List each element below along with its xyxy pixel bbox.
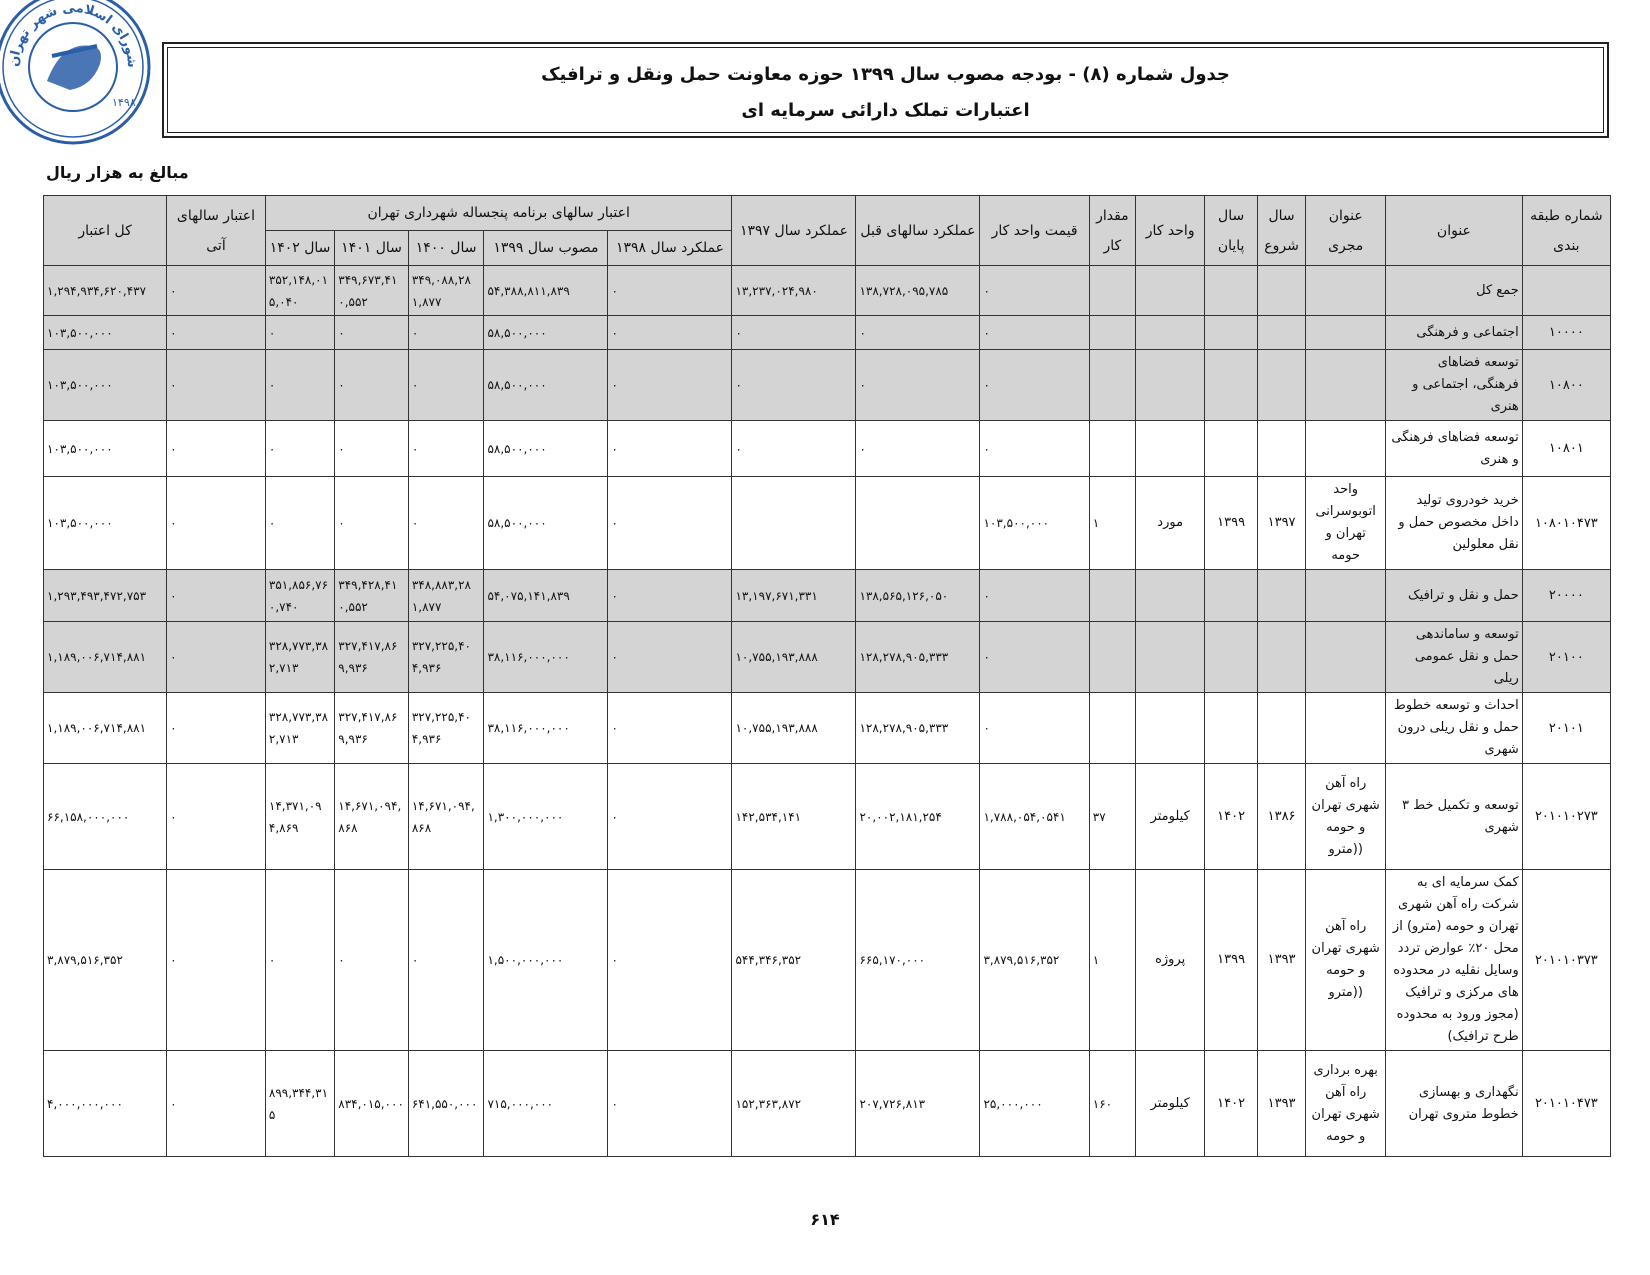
col-year-1400: سال ۱۴۰۰ xyxy=(408,231,484,266)
cell-year-1400: ۰ xyxy=(408,350,484,421)
cell-year-1402: ۳۵۲,۱۴۸,۰۱۵,۰۴۰ xyxy=(265,266,334,316)
cell-year-1401: ۳۴۹,۴۲۸,۴۱۰,۵۵۲ xyxy=(335,570,409,622)
cell-year-1400: ۰ xyxy=(408,421,484,477)
cell-executor xyxy=(1306,316,1386,350)
cell-year-1401: ۳۴۹,۶۷۳,۴۱۰,۵۵۲ xyxy=(335,266,409,316)
cell-quantity: ۳۷ xyxy=(1089,764,1135,870)
cell-start-year xyxy=(1257,266,1305,316)
cell-start-year xyxy=(1257,693,1305,764)
cell-unit xyxy=(1136,266,1205,316)
cell-unit-price: ۰ xyxy=(980,693,1089,764)
cell-executor xyxy=(1306,266,1386,316)
cell-year-1400: ۰ xyxy=(408,316,484,350)
cell-approved-1399: ۵۴,۳۸۸,۸۱۱,۸۳۹ xyxy=(484,266,608,316)
col-quantity: مقدار کار xyxy=(1089,196,1135,266)
cell-unit-price: ۰ xyxy=(980,266,1089,316)
cell-future: ۰ xyxy=(167,622,266,693)
cell-start-year: ۱۳۸۶ xyxy=(1257,764,1305,870)
table-row xyxy=(44,622,1611,693)
cell-start-year xyxy=(1257,622,1305,693)
col-unit: واحد کار xyxy=(1136,196,1205,266)
cell-year-1401: ۰ xyxy=(335,350,409,421)
cell-executor xyxy=(1306,421,1386,477)
col-start-year: سال شروع xyxy=(1257,196,1305,266)
cell-prior-performance: ۱۳۸,۵۶۵,۱۲۶,۰۵۰ xyxy=(856,570,980,622)
cell-year-1400: ۰ xyxy=(408,477,484,570)
cell-approved-1399: ۳۸,۱۱۶,۰۰۰,۰۰۰ xyxy=(484,693,608,764)
cell-performance-1398: ۰ xyxy=(608,316,732,350)
cell-title: توسعه و تکمیل خط ۳ شهری xyxy=(1386,764,1523,870)
col-year-1401: سال ۱۴۰۱ xyxy=(335,231,409,266)
cell-year-1402: ۳۲۸,۷۷۳,۳۸۲,۷۱۳ xyxy=(265,693,334,764)
cell-code: ۱۰۸۰۰ xyxy=(1522,350,1610,421)
cell-title: توسعه فضاهای فرهنگی، اجتماعی و هنری xyxy=(1386,350,1523,421)
table-subtitle: اعتبارات تملک دارائی سرمایه ای xyxy=(741,100,1030,121)
cell-title: کمک سرمایه ای به شرکت راه آهن شهری تهران و حومه (مترو) از محل ۲۰٪ عوارض تردد وسایل نقلیه در محدوده های مرکزی و ترافیک (مجوز ورود به محدوده طرح ترافیک) xyxy=(1386,870,1523,1051)
col-performance-1398: عملکرد سال ۱۳۹۸ xyxy=(608,231,732,266)
col-title: عنوان xyxy=(1386,196,1523,266)
cell-executor xyxy=(1306,350,1386,421)
cell-approved-1399: ۷۱۵,۰۰۰,۰۰۰ xyxy=(484,1051,608,1157)
cell-end-year xyxy=(1205,693,1258,764)
cell-year-1400: ۳۲۷,۲۲۵,۴۰۴,۹۳۶ xyxy=(408,622,484,693)
cell-future: ۰ xyxy=(167,316,266,350)
table-row xyxy=(44,1051,1611,1157)
cell-year-1402: ۳۲۸,۷۷۳,۳۸۲,۷۱۳ xyxy=(265,622,334,693)
col-executor: عنوان مجری xyxy=(1306,196,1386,266)
cell-code: ۱۰۰۰۰ xyxy=(1522,316,1610,350)
cell-end-year xyxy=(1205,421,1258,477)
cell-unit xyxy=(1136,622,1205,693)
cell-prior-performance: ۲۰,۰۰۲,۱۸۱,۲۵۴ xyxy=(856,764,980,870)
cell-performance-1398: ۰ xyxy=(608,870,732,1051)
cell-total: ۱,۱۸۹,۰۰۶,۷۱۴,۸۸۱ xyxy=(44,622,167,693)
cell-performance-1398: ۰ xyxy=(608,622,732,693)
cell-year-1402: ۰ xyxy=(265,316,334,350)
cell-performance-1397: ۱۰,۷۵۵,۱۹۳,۸۸۸ xyxy=(732,622,856,693)
cell-title: احداث و توسعه خطوط حمل و نقل ریلی درون شهری xyxy=(1386,693,1523,764)
cell-performance-1398: ۰ xyxy=(608,693,732,764)
cell-executor: بهره برداری راه آهن شهری تهران و حومه xyxy=(1306,1051,1386,1157)
cell-year-1402: ۸۹۹,۳۴۴,۳۱۵ xyxy=(265,1051,334,1157)
table-row xyxy=(44,870,1611,1051)
cell-code xyxy=(1522,266,1610,316)
cell-end-year: ۱۴۰۲ xyxy=(1205,764,1258,870)
cell-performance-1397: ۵۴۴,۳۴۶,۳۵۲ xyxy=(732,870,856,1051)
col-future: اعتبار سالهای آتی xyxy=(167,196,266,266)
cell-future: ۰ xyxy=(167,1051,266,1157)
cell-prior-performance: ۶۶۵,۱۷۰,۰۰۰ xyxy=(856,870,980,1051)
col-total: کل اعتبار xyxy=(44,196,167,266)
col-year-1402: سال ۱۴۰۲ xyxy=(265,231,334,266)
cell-start-year xyxy=(1257,316,1305,350)
cell-unit: کیلومتر xyxy=(1136,764,1205,870)
cell-quantity xyxy=(1089,622,1135,693)
cell-unit xyxy=(1136,693,1205,764)
cell-code: ۱۰۸۰۱۰۴۷۳ xyxy=(1522,477,1610,570)
title-box xyxy=(162,42,1609,138)
cell-approved-1399: ۵۸,۵۰۰,۰۰۰ xyxy=(484,350,608,421)
cell-total: ۳,۸۷۹,۵۱۶,۳۵۲ xyxy=(44,870,167,1051)
cell-performance-1398: ۰ xyxy=(608,1051,732,1157)
cell-code: ۲۰۱۰۱ xyxy=(1522,693,1610,764)
cell-performance-1398: ۰ xyxy=(608,477,732,570)
col-prior-performance: عملکرد سالهای قبل xyxy=(856,196,980,266)
cell-year-1401: ۰ xyxy=(335,316,409,350)
cell-end-year: ۱۳۹۹ xyxy=(1205,870,1258,1051)
cell-start-year xyxy=(1257,421,1305,477)
cell-unit-price: ۰ xyxy=(980,350,1089,421)
cell-approved-1399: ۱,۳۰۰,۰۰۰,۰۰۰ xyxy=(484,764,608,870)
cell-approved-1399: ۵۸,۵۰۰,۰۰۰ xyxy=(484,477,608,570)
cell-executor xyxy=(1306,570,1386,622)
cell-future: ۰ xyxy=(167,477,266,570)
cell-unit-price: ۰ xyxy=(980,570,1089,622)
cell-future: ۰ xyxy=(167,693,266,764)
cell-end-year xyxy=(1205,316,1258,350)
cell-year-1400: ۳۴۸,۸۸۳,۲۸۱,۸۷۷ xyxy=(408,570,484,622)
cell-year-1401: ۰ xyxy=(335,477,409,570)
table-body xyxy=(44,266,1611,1157)
cell-approved-1399: ۳۸,۱۱۶,۰۰۰,۰۰۰ xyxy=(484,622,608,693)
cell-year-1400: ۰ xyxy=(408,870,484,1051)
cell-year-1402: ۳۵۱,۸۵۶,۷۶۰,۷۴۰ xyxy=(265,570,334,622)
cell-quantity xyxy=(1089,570,1135,622)
cell-start-year: ۱۳۹۳ xyxy=(1257,870,1305,1051)
cell-future: ۰ xyxy=(167,350,266,421)
cell-executor xyxy=(1306,622,1386,693)
cell-quantity xyxy=(1089,693,1135,764)
cell-year-1402: ۰ xyxy=(265,870,334,1051)
col-unit-price: قیمت واحد کار xyxy=(980,196,1089,266)
cell-code: ۲۰۱۰۱۰۴۷۳ xyxy=(1522,1051,1610,1157)
page-number: ۶۱۴ xyxy=(810,1210,840,1229)
cell-unit xyxy=(1136,316,1205,350)
cell-code: ۲۰۱۰۰ xyxy=(1522,622,1610,693)
cell-title: اجتماعی و فرهنگی xyxy=(1386,316,1523,350)
cell-unit: مورد xyxy=(1136,477,1205,570)
cell-prior-performance: ۰ xyxy=(856,421,980,477)
cell-quantity: ۱۶۰ xyxy=(1089,1051,1135,1157)
cell-executor: راه آهن شهری تهران و حومه ((مترو xyxy=(1306,870,1386,1051)
col-end-year: سال پایان xyxy=(1205,196,1258,266)
cell-title: جمع کل xyxy=(1386,266,1523,316)
cell-unit-price: ۰ xyxy=(980,622,1089,693)
table-row xyxy=(44,570,1611,622)
cell-prior-performance: ۰ xyxy=(856,316,980,350)
col-performance-1397: عملکرد سال ۱۳۹۷ xyxy=(732,196,856,266)
table-row xyxy=(44,693,1611,764)
cell-end-year xyxy=(1205,266,1258,316)
table-row xyxy=(44,350,1611,421)
cell-executor: راه آهن شهری تهران و حومه ((مترو xyxy=(1306,764,1386,870)
cell-year-1401: ۰ xyxy=(335,421,409,477)
cell-total: ۱,۲۹۴,۹۳۴,۶۲۰,۴۳۷ xyxy=(44,266,167,316)
cell-approved-1399: ۵۸,۵۰۰,۰۰۰ xyxy=(484,421,608,477)
col-group-five-year: اعتبار سالهای برنامه پنجساله شهرداری تهران xyxy=(265,196,732,231)
cell-title: نگهداری و بهسازی خطوط متروی تهران xyxy=(1386,1051,1523,1157)
cell-performance-1397: ۱۵۲,۳۶۳,۸۷۲ xyxy=(732,1051,856,1157)
cell-unit: پروژه xyxy=(1136,870,1205,1051)
cell-unit-price: ۰ xyxy=(980,316,1089,350)
cell-prior-performance: ۱۳۸,۷۲۸,۰۹۵,۷۸۵ xyxy=(856,266,980,316)
table-title: جدول شماره (۸) - بودجه مصوب سال ۱۳۹۹ حوزه معاونت حمل ونقل و ترافیک xyxy=(541,64,1230,85)
cell-unit xyxy=(1136,570,1205,622)
cell-code: ۱۰۸۰۱ xyxy=(1522,421,1610,477)
cell-future: ۰ xyxy=(167,764,266,870)
cell-performance-1397: ۱۴۲,۵۳۴,۱۴۱ xyxy=(732,764,856,870)
cell-quantity xyxy=(1089,316,1135,350)
cell-prior-performance: ۱۲۸,۲۷۸,۹۰۵,۳۳۳ xyxy=(856,622,980,693)
table-row xyxy=(44,421,1611,477)
budget-table xyxy=(43,195,1611,1157)
cell-unit-price: ۰ xyxy=(980,421,1089,477)
cell-quantity: ۱ xyxy=(1089,477,1135,570)
cell-unit-price: ۲۵,۰۰۰,۰۰۰ xyxy=(980,1051,1089,1157)
cell-title: خرید خودروی تولید داخل مخصوص حمل و نقل معلولین xyxy=(1386,477,1523,570)
cell-prior-performance: ۲۰۷,۷۲۶,۸۱۳ xyxy=(856,1051,980,1157)
table-row xyxy=(44,764,1611,870)
col-approved-1399: مصوب سال ۱۳۹۹ xyxy=(484,231,608,266)
cell-code: ۲۰۱۰۱۰۲۷۳ xyxy=(1522,764,1610,870)
cell-prior-performance: ۰ xyxy=(856,350,980,421)
cell-title: حمل و نقل و ترافیک xyxy=(1386,570,1523,622)
unit-note: مبالغ به هزار ریال xyxy=(46,163,189,182)
cell-end-year xyxy=(1205,570,1258,622)
cell-performance-1398: ۰ xyxy=(608,764,732,870)
cell-total: ۶۶,۱۵۸,۰۰۰,۰۰۰ xyxy=(44,764,167,870)
cell-performance-1397 xyxy=(732,477,856,570)
cell-quantity xyxy=(1089,266,1135,316)
table-row xyxy=(44,477,1611,570)
council-seal xyxy=(0,0,154,148)
table-row xyxy=(44,316,1611,350)
cell-year-1402: ۰ xyxy=(265,477,334,570)
cell-unit: کیلومتر xyxy=(1136,1051,1205,1157)
cell-year-1400: ۶۴۱,۵۵۰,۰۰۰ xyxy=(408,1051,484,1157)
cell-start-year xyxy=(1257,570,1305,622)
cell-approved-1399: ۵۸,۵۰۰,۰۰۰ xyxy=(484,316,608,350)
cell-year-1401: ۱۴,۶۷۱,۰۹۴,۸۶۸ xyxy=(335,764,409,870)
cell-year-1402: ۰ xyxy=(265,350,334,421)
cell-performance-1397: ۰ xyxy=(732,350,856,421)
cell-unit xyxy=(1136,350,1205,421)
cell-executor: واحد اتوبوسرانی تهران و حومه xyxy=(1306,477,1386,570)
cell-year-1402: ۱۴,۳۷۱,۰۹۴,۸۶۹ xyxy=(265,764,334,870)
cell-total: ۱۰۳,۵۰۰,۰۰۰ xyxy=(44,350,167,421)
cell-year-1401: ۳۲۷,۴۱۷,۸۶۹,۹۳۶ xyxy=(335,622,409,693)
cell-start-year: ۱۳۹۳ xyxy=(1257,1051,1305,1157)
cell-future: ۰ xyxy=(167,421,266,477)
cell-unit xyxy=(1136,421,1205,477)
cell-start-year: ۱۳۹۷ xyxy=(1257,477,1305,570)
cell-code: ۲۰۰۰۰ xyxy=(1522,570,1610,622)
cell-end-year xyxy=(1205,350,1258,421)
cell-future: ۰ xyxy=(167,870,266,1051)
cell-quantity: ۱ xyxy=(1089,870,1135,1051)
cell-unit-price: ۱,۷۸۸,۰۵۴,۰۵۴۱ xyxy=(980,764,1089,870)
cell-performance-1398: ۰ xyxy=(608,266,732,316)
cell-unit-price: ۳,۸۷۹,۵۱۶,۳۵۲ xyxy=(980,870,1089,1051)
cell-performance-1397: ۰ xyxy=(732,421,856,477)
cell-year-1401: ۳۲۷,۴۱۷,۸۶۹,۹۳۶ xyxy=(335,693,409,764)
cell-prior-performance xyxy=(856,477,980,570)
cell-total: ۱۰۳,۵۰۰,۰۰۰ xyxy=(44,477,167,570)
cell-performance-1398: ۰ xyxy=(608,421,732,477)
cell-approved-1399: ۱,۵۰۰,۰۰۰,۰۰۰ xyxy=(484,870,608,1051)
cell-total: ۱,۱۸۹,۰۰۶,۷۱۴,۸۸۱ xyxy=(44,693,167,764)
cell-end-year: ۱۳۹۹ xyxy=(1205,477,1258,570)
cell-year-1400: ۳۴۹,۰۸۸,۲۸۱,۸۷۷ xyxy=(408,266,484,316)
cell-code: ۲۰۱۰۱۰۳۷۳ xyxy=(1522,870,1610,1051)
cell-year-1401: ۸۳۴,۰۱۵,۰۰۰ xyxy=(335,1051,409,1157)
cell-performance-1398: ۰ xyxy=(608,350,732,421)
table-row xyxy=(44,266,1611,316)
cell-quantity xyxy=(1089,350,1135,421)
cell-approved-1399: ۵۴,۰۷۵,۱۴۱,۸۳۹ xyxy=(484,570,608,622)
cell-performance-1398: ۰ xyxy=(608,570,732,622)
cell-performance-1397: ۱۳,۲۳۷,۰۲۴,۹۸۰ xyxy=(732,266,856,316)
cell-total: ۱۰۳,۵۰۰,۰۰۰ xyxy=(44,421,167,477)
cell-end-year xyxy=(1205,622,1258,693)
cell-year-1400: ۳۲۷,۲۲۵,۴۰۴,۹۳۶ xyxy=(408,693,484,764)
cell-quantity xyxy=(1089,421,1135,477)
cell-total: ۴,۰۰۰,۰۰۰,۰۰۰ xyxy=(44,1051,167,1157)
cell-start-year xyxy=(1257,350,1305,421)
cell-total: ۱۰۳,۵۰۰,۰۰۰ xyxy=(44,316,167,350)
cell-performance-1397: ۱۳,۱۹۷,۶۷۱,۳۳۱ xyxy=(732,570,856,622)
cell-future: ۰ xyxy=(167,266,266,316)
cell-title: توسعه و ساماندهی حمل و نقل عمومی ریلی xyxy=(1386,622,1523,693)
cell-performance-1397: ۱۰,۷۵۵,۱۹۳,۸۸۸ xyxy=(732,693,856,764)
cell-prior-performance: ۱۲۸,۲۷۸,۹۰۵,۳۳۳ xyxy=(856,693,980,764)
cell-total: ۱,۲۹۳,۴۹۳,۴۷۲,۷۵۳ xyxy=(44,570,167,622)
col-code: شماره طبقه بندی xyxy=(1522,196,1610,266)
cell-title: توسعه فضاهای فرهنگی و هنری xyxy=(1386,421,1523,477)
cell-unit-price: ۱۰۳,۵۰۰,۰۰۰ xyxy=(980,477,1089,570)
seal-text: شورای اسلامی شهر تهران xyxy=(6,0,140,69)
cell-year-1402: ۰ xyxy=(265,421,334,477)
seal-number: ۱۴۹۸ xyxy=(112,96,136,109)
cell-year-1400: ۱۴,۶۷۱,۰۹۴,۸۶۸ xyxy=(408,764,484,870)
cell-executor xyxy=(1306,693,1386,764)
cell-future: ۰ xyxy=(167,570,266,622)
cell-performance-1397: ۰ xyxy=(732,316,856,350)
cell-year-1401: ۰ xyxy=(335,870,409,1051)
cell-end-year: ۱۴۰۲ xyxy=(1205,1051,1258,1157)
